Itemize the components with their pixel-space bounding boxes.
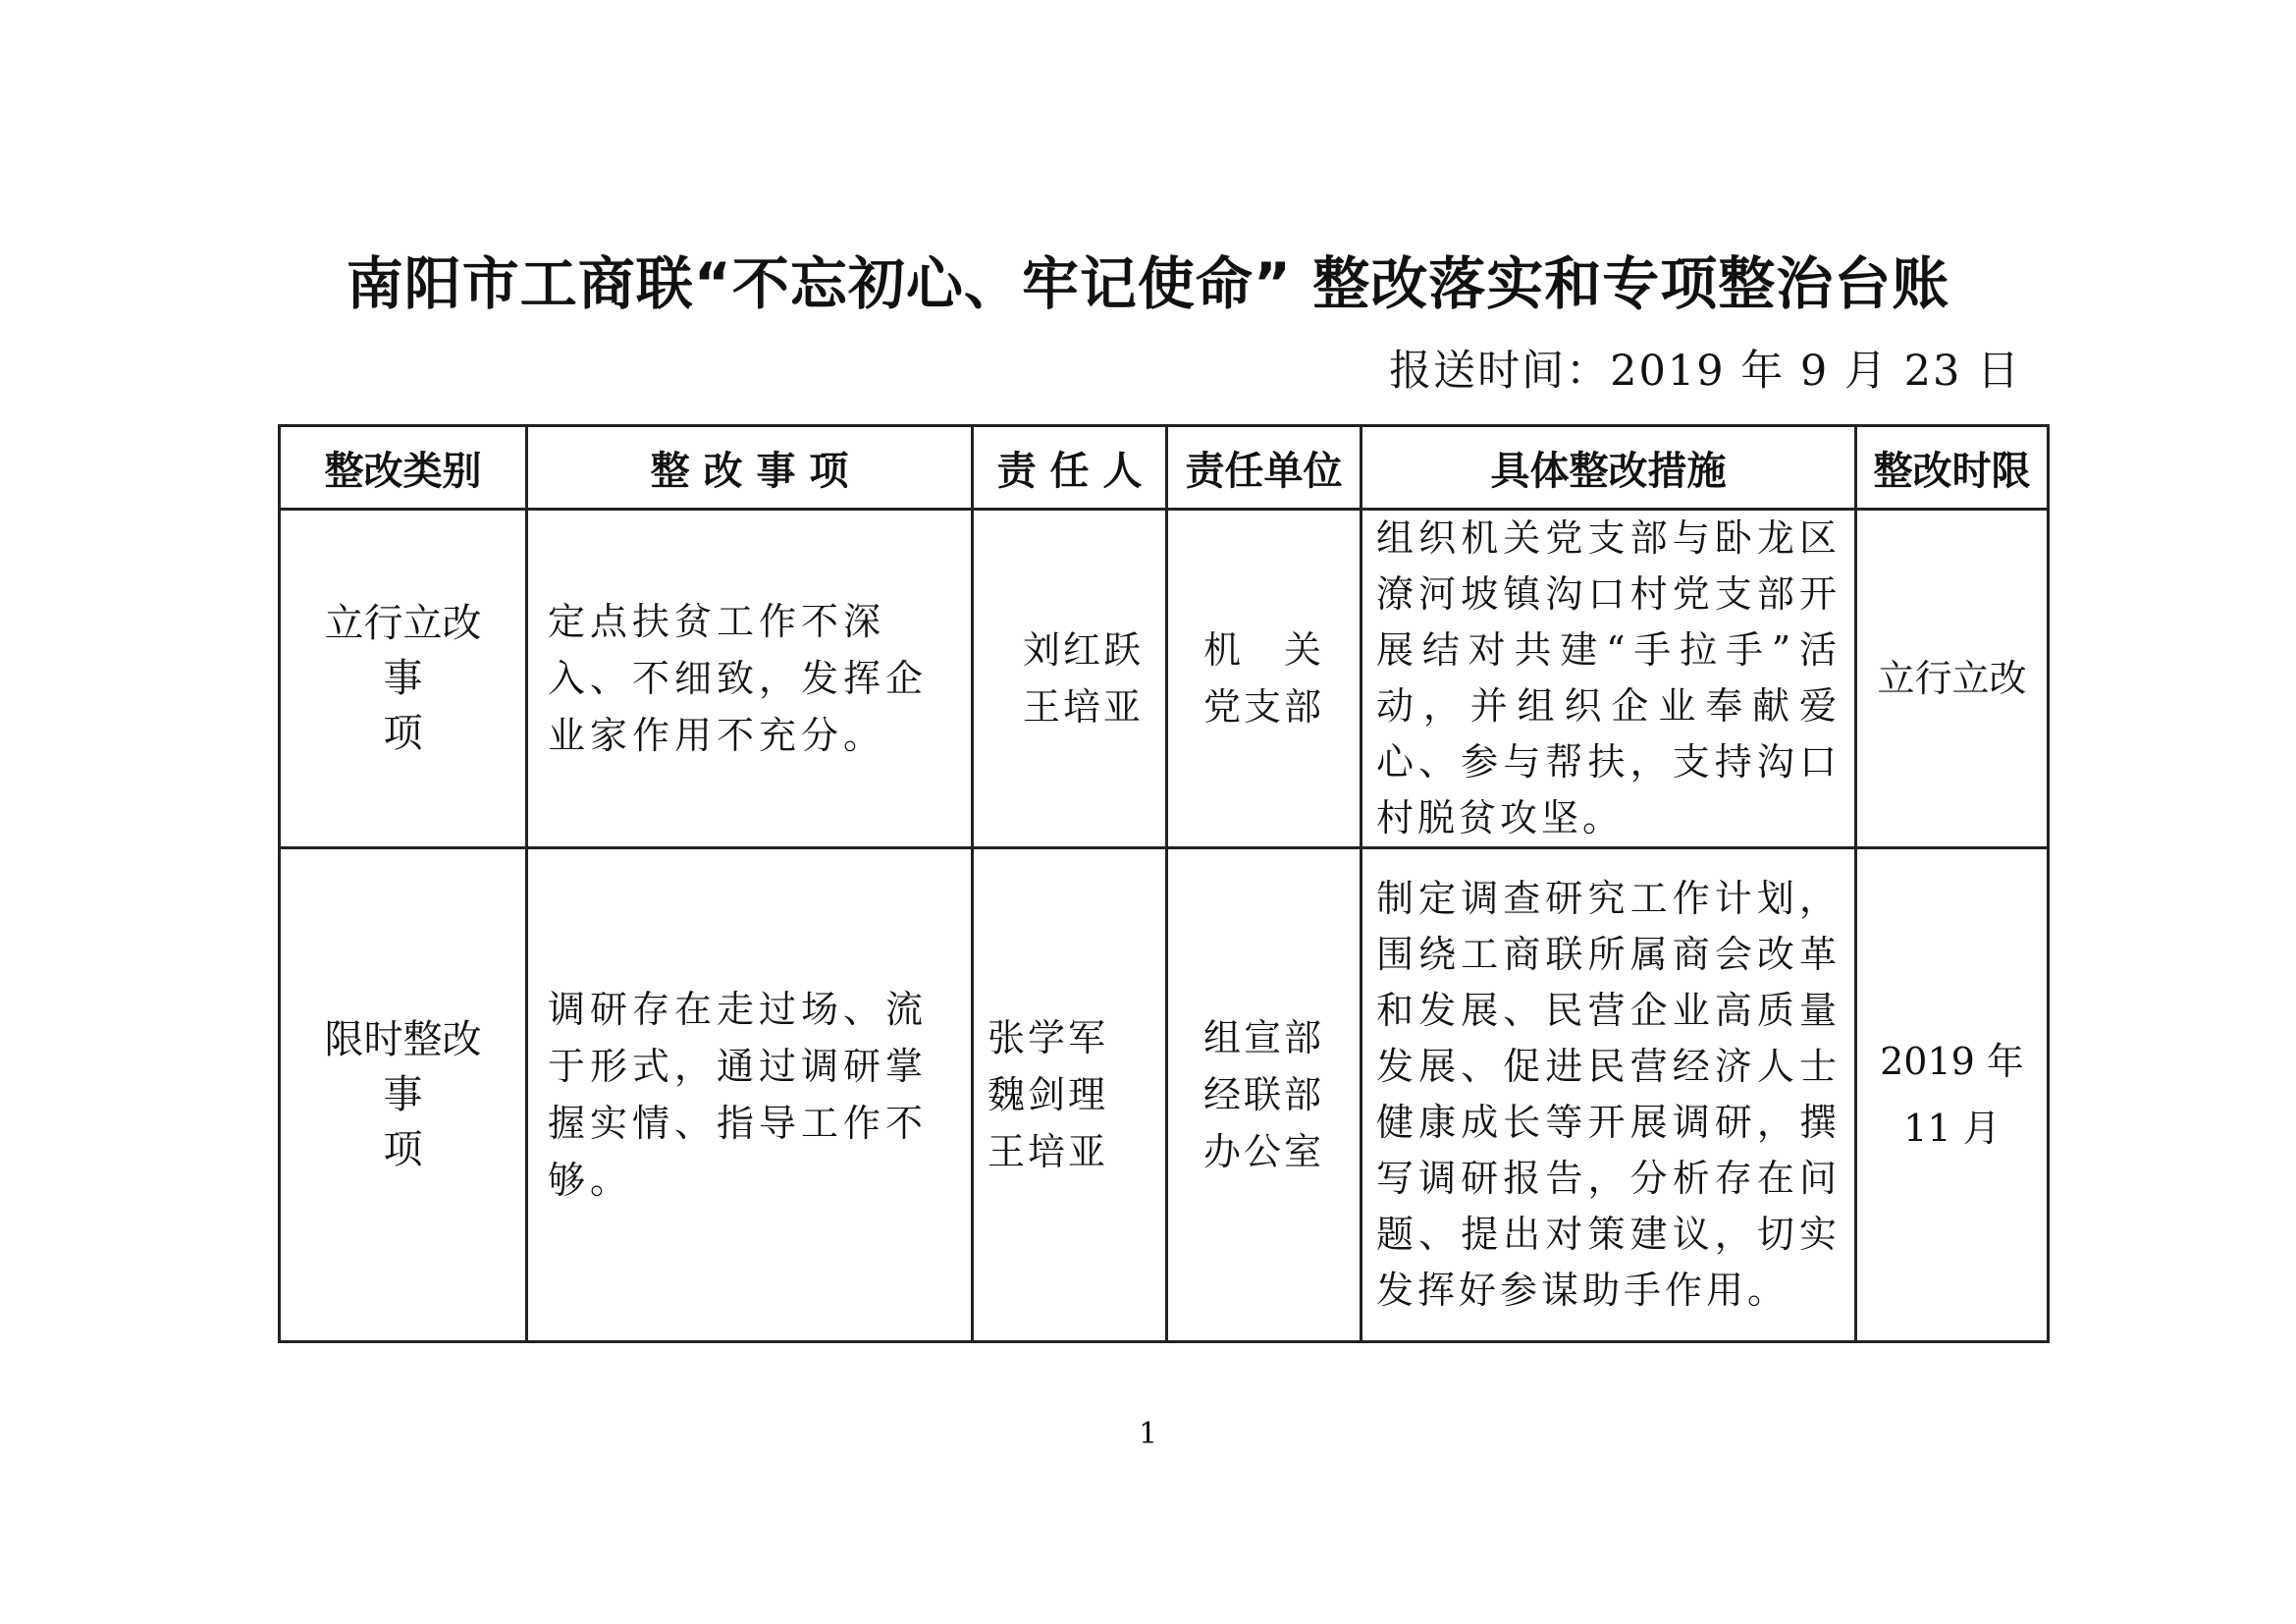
issue-cell: 调研存在走过场、流于形式，通过调研掌握实情、指导工作不够。 xyxy=(527,848,973,1342)
page-number: 1 xyxy=(1138,1417,1158,1451)
unit-name: 党支部 xyxy=(1202,685,1324,729)
deadline-cell xyxy=(1856,848,2049,1342)
deadline-text: 11 月 xyxy=(1903,1107,2001,1150)
deadline-text: 2019 年 xyxy=(1880,1040,2024,1083)
person-name: 刘红跃 xyxy=(1023,628,1145,672)
header-person: 责 任 人 xyxy=(973,426,1167,510)
issue-cell: 定点扶贫工作不深入、不细致，发挥企业家作用不充分。 xyxy=(527,510,973,848)
person-name: 魏剑理 xyxy=(988,1073,1109,1116)
table-row xyxy=(280,848,2049,1342)
category-line2: 事项 xyxy=(383,1072,482,1172)
deadline-cell xyxy=(1856,510,2049,848)
category-cell xyxy=(280,510,527,848)
document-title: 南阳市工商联“不忘初心、牢记使命” 整改落实和专项整治台账 xyxy=(346,250,1950,317)
unit-name: 办公室 xyxy=(1202,1130,1324,1173)
rectification-table xyxy=(278,424,2050,1343)
unit-cell xyxy=(1167,510,1362,848)
header-measures: 具体整改措施 xyxy=(1362,426,1856,510)
header-category: 整改类别 xyxy=(280,426,527,510)
table-row xyxy=(280,510,2049,848)
person-name: 王培亚 xyxy=(1023,685,1145,729)
person-name: 王培亚 xyxy=(988,1130,1109,1173)
header-issue: 整 改 事 项 xyxy=(527,426,973,510)
unit-name: 经联部 xyxy=(1202,1073,1324,1116)
category-line2: 事项 xyxy=(383,656,482,756)
person-name: 张学军 xyxy=(988,1016,1109,1059)
person-cell xyxy=(973,848,1167,1342)
unit-name: 机 关 xyxy=(1202,628,1324,672)
table-header-row xyxy=(280,426,2049,510)
unit-name: 组宣部 xyxy=(1202,1016,1324,1059)
header-unit: 责任单位 xyxy=(1167,426,1362,510)
unit-cell xyxy=(1167,848,1362,1342)
header-deadline: 整改时限 xyxy=(1856,426,2049,510)
measures-cell: 制定调查研究工作计划，围绕工商联所属商会改革和发展、民营企业高质量发展、促进民营经济人士健康成长等开展调研，撰写调研报告，分析存在问题、提出对策建议，切实发挥好参谋助手作用。 xyxy=(1362,848,1856,1342)
category-cell xyxy=(280,848,527,1342)
category-line1: 限时整改 xyxy=(324,1017,482,1062)
report-date: 报送时间：2019 年 9 月 23 日 xyxy=(1389,347,2021,396)
deadline-text: 立行立改 xyxy=(1877,657,2027,700)
measures-cell: 组织机关党支部与卧龙区潦河坡镇沟口村党支部开展结对共建“手拉手”活动，并组织企业奉献爱心、参与帮扶，支持沟口村脱贫攻坚。 xyxy=(1362,510,1856,848)
category-line1: 立行立改 xyxy=(324,601,482,646)
person-cell xyxy=(973,510,1167,848)
